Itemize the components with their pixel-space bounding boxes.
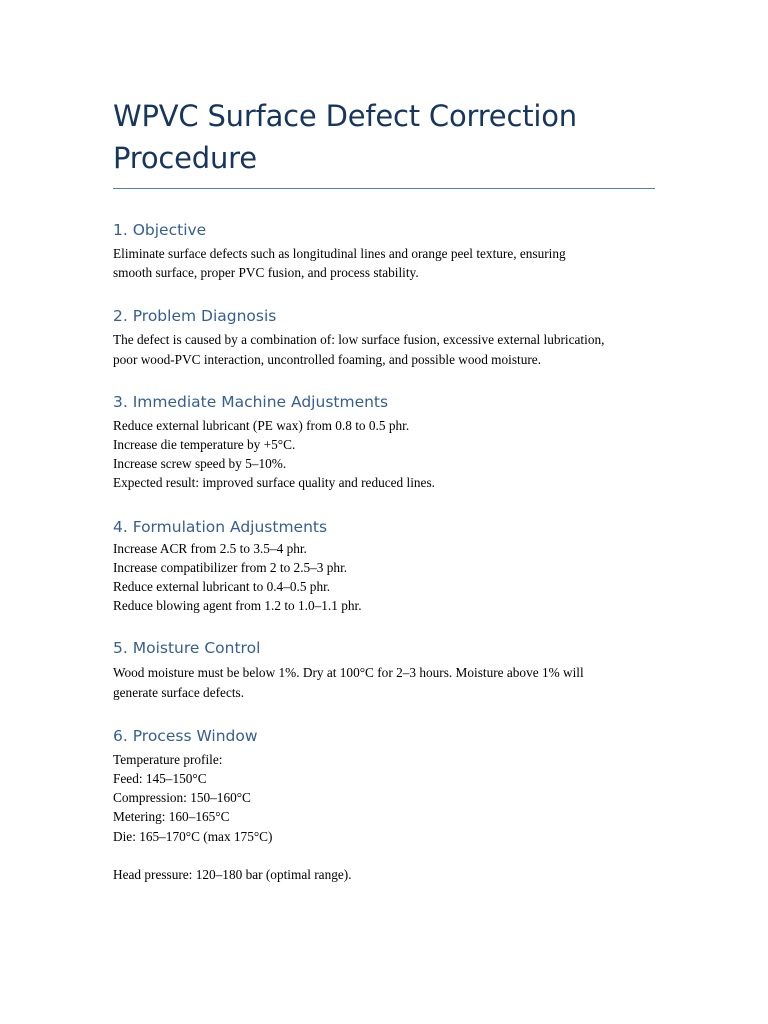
- body-line: Compression: 150–160°C: [113, 790, 251, 806]
- title-line-2: Procedure: [113, 141, 257, 175]
- section-heading: 4. Formulation Adjustments: [113, 517, 328, 536]
- section-machine-adjustments: [113, 392, 655, 493]
- section-heading: 1. Objective: [113, 221, 207, 239]
- section-heading: 5. Moisture Control: [113, 639, 261, 658]
- body-line: The defect is caused by a combination of: low surface fusion, excessive external lubrication,: [113, 332, 605, 348]
- body-line: Increase die temperature by +5°C.: [113, 437, 296, 453]
- body-line: Temperature profile:: [113, 751, 223, 767]
- section-body: [113, 330, 655, 368]
- body-line: Increase ACR from 2.5 to 3.5–4 phr.: [113, 540, 307, 556]
- body-line: Reduce external lubricant to 0.4–0.5 phr.: [113, 579, 331, 595]
- document-title: [113, 0, 655, 179]
- body-line: Reduce external lubricant (PE wax) from 0.8 to 0.5 phr.: [113, 417, 410, 433]
- body-line: smooth surface, proper PVC fusion, and process stability.: [113, 265, 419, 281]
- section-moisture-control: [113, 638, 655, 701]
- body-line: Expected result: improved surface quality and reduced lines.: [113, 475, 435, 491]
- body-line: poor wood-PVC interaction, uncontrolled foaming, and possible wood moisture.: [113, 351, 542, 367]
- body-line: Reduce blowing agent from 1.2 to 1.0–1.1 phr.: [113, 598, 362, 614]
- body-line: Increase compatibilizer from 2 to 2.5–3 phr.: [113, 559, 348, 575]
- title-line-1: WPVC Surface Defect Correction: [113, 99, 577, 133]
- section-body: [113, 750, 655, 884]
- body-line: Eliminate surface defects such as longitudinal lines and orange peel texture, ensuring: [113, 246, 566, 261]
- section-problem-diagnosis: [113, 306, 655, 368]
- section-body: [113, 539, 655, 616]
- body-line: Die: 165–170°C (max 175°C): [113, 828, 273, 844]
- section-objective: [113, 220, 655, 282]
- body-line: Metering: 160–165°C: [113, 809, 230, 825]
- section-body: [113, 244, 655, 282]
- title-underline-rule: [113, 188, 655, 189]
- blank-line: [113, 846, 655, 865]
- body-line: Feed: 145–150°C: [113, 771, 207, 787]
- section-body: [113, 416, 655, 493]
- body-line: generate surface defects.: [113, 684, 245, 700]
- body-line: Increase screw speed by 5–10%.: [113, 456, 287, 472]
- body-line: Wood moisture must be below 1%. Dry at 100°C for 2–3 hours. Moisture above 1% will: [113, 665, 584, 681]
- section-process-window: [113, 726, 655, 884]
- section-heading: 2. Problem Diagnosis: [113, 307, 277, 326]
- section-body: [113, 663, 655, 701]
- section-formulation-adjustments: [113, 517, 655, 616]
- document-page: [113, 0, 655, 884]
- section-heading: 6. Process Window: [113, 726, 258, 745]
- body-line: Head pressure: 120–180 bar (optimal range).: [113, 867, 352, 883]
- section-heading: 3. Immediate Machine Adjustments: [113, 392, 389, 411]
